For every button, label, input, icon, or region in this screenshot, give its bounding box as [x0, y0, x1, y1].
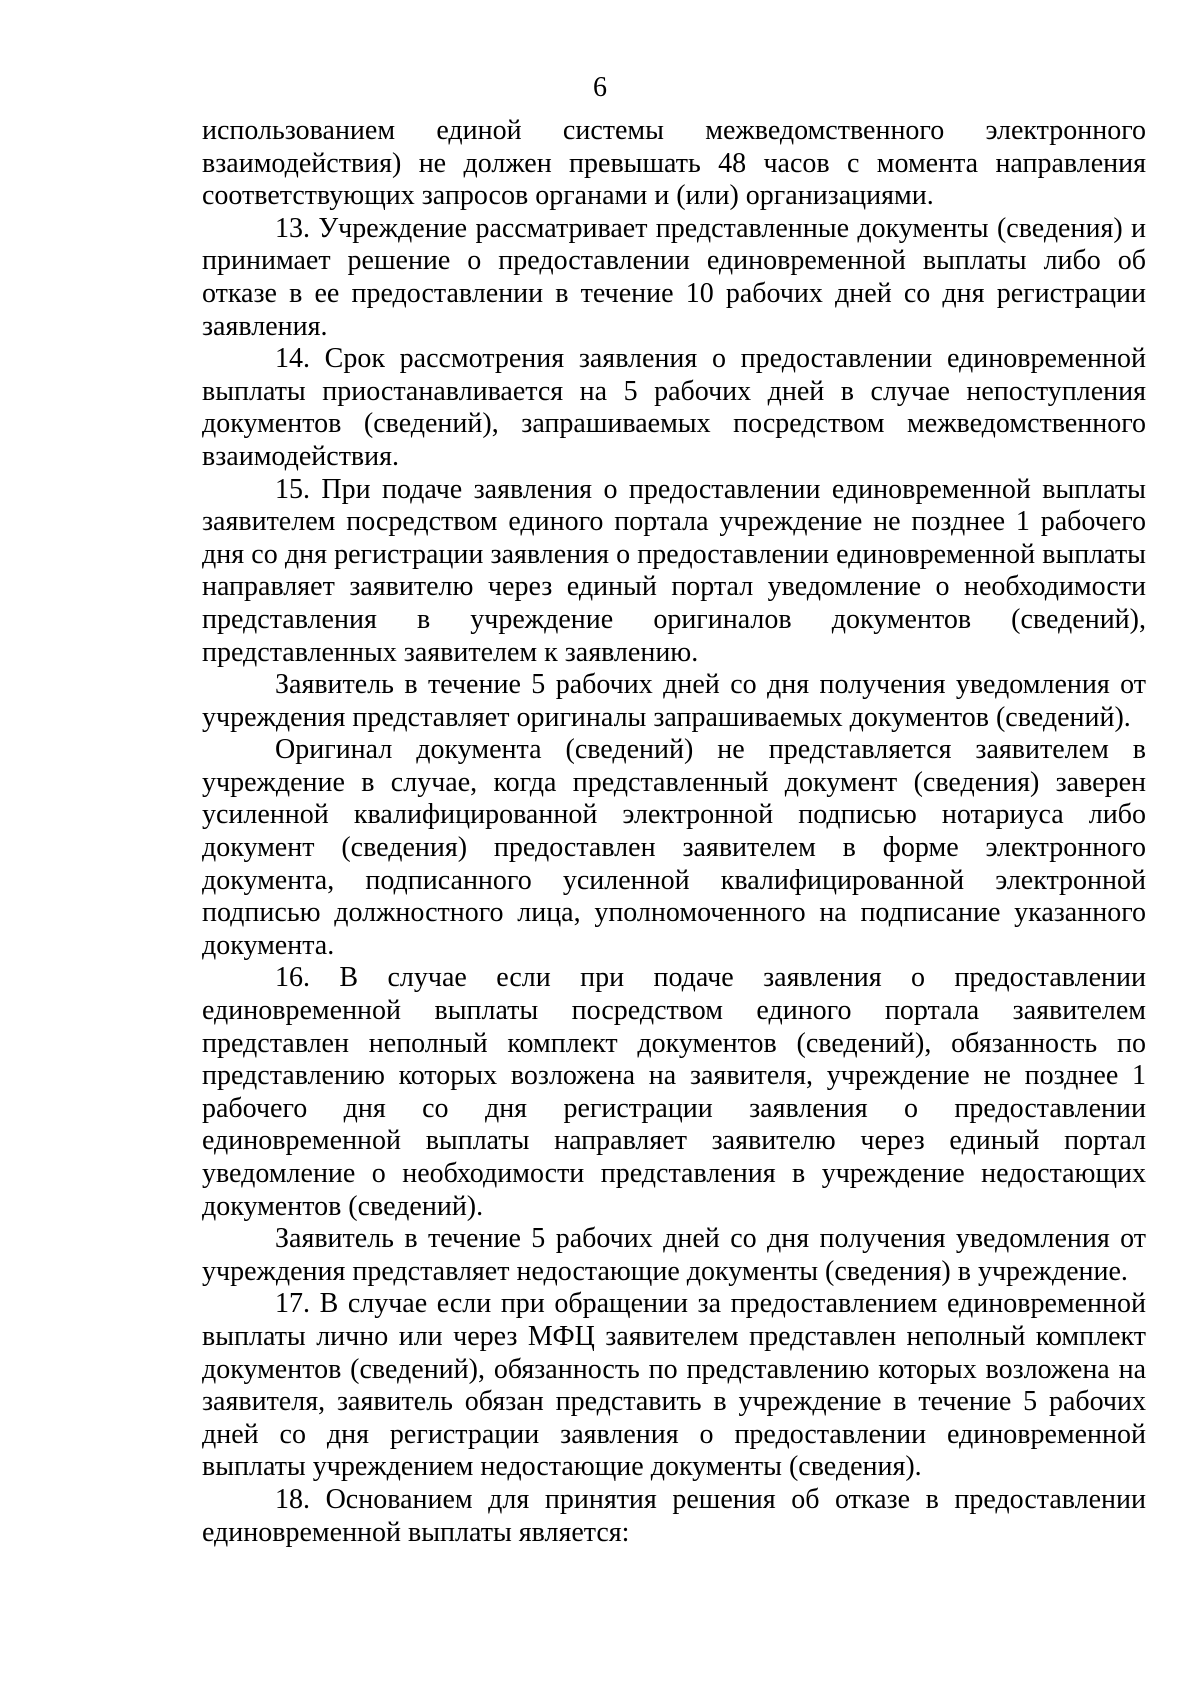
- paragraph-18: 18. Основанием для принятия решения об отказе в предоставлении единовременной выплаты является:: [202, 1483, 1146, 1548]
- paragraph-15: 15. При подаче заявления о предоставлении единовременной выплаты заявителем посредством единого портала учреждение не позднее 1 рабочего дня со дня регистрации заявления о предоставлении единовременной выплаты направляет заявителю через единый портал уведомление о необходимости представления в учреждение оригиналов документов (сведений), представленных заявителем к заявлению.: [202, 473, 1146, 668]
- paragraph-16: 16. В случае если при подаче заявления о предоставлении единовременной выплаты посредством единого портала заявителем представлен неполный комплект документов (сведений), обязанность по представлению которых возложена на заявителя, учреждение не позднее 1 рабочего дня со дня регистрации заявления о предоставлении единовременной выплаты направляет заявителю через единый портал уведомление о необходимости представления в учреждение недостающих документов (сведений).: [202, 962, 1146, 1222]
- paragraph-15-original-exception: Оригинал документа (сведений) не представляется заявителем в учреждение в случае, когда представленный документ (сведения) заверен усиленной квалифицированной электронной подписью нотариуса либо документ (сведения) предоставлен заявителем в форме электронного документа, подписанного усиленной квалифицированной электронной подписью должностного лица, уполномоченного на подписание указанного документа.: [202, 734, 1146, 961]
- paragraph-17: 17. В случае если при обращении за предоставлением единовременной выплаты лично или через МФЦ заявителем представлен неполный комплект документов (сведений), обязанность по представлению которых возложена на заявителя, заявитель обязан представить в учреждение в течение 5 рабочих дней со дня регистрации заявления о предоставлении единовременной выплаты учреждением недостающие документы (сведения).: [202, 1288, 1146, 1483]
- page-number: 6: [593, 72, 607, 103]
- paragraph-13: 13. Учреждение рассматривает представленные документы (сведения) и принимает решение о предоставлении единовременной выплаты либо об отказе в ее предоставлении в течение 10 рабочих дней со дня регистрации заявления.: [202, 212, 1146, 342]
- paragraph-16-applicant-deadline: Заявитель в течение 5 рабочих дней со дня получения уведомления от учреждения представляет недостающие документы (сведения) в учреждение.: [202, 1223, 1146, 1287]
- paragraph-15-applicant-deadline: Заявитель в течение 5 рабочих дней со дня получения уведомления от учреждения представляет оригиналы запрашиваемых документов (сведений).: [202, 669, 1146, 733]
- paragraph-14: 14. Срок рассмотрения заявления о предоставлении единовременной выплаты приостанавливается на 5 рабочих дней в случае непоступления документов (сведений), запрашиваемых посредством межведомственного взаимодействия.: [202, 343, 1146, 472]
- document-body: [202, 115, 1146, 1549]
- paragraph-continuation: использованием единой системы межведомственного электронного взаимодействия) не должен превышать 48 часов с момента направления соответствующих запросов органами и (или) организациями.: [202, 115, 1146, 212]
